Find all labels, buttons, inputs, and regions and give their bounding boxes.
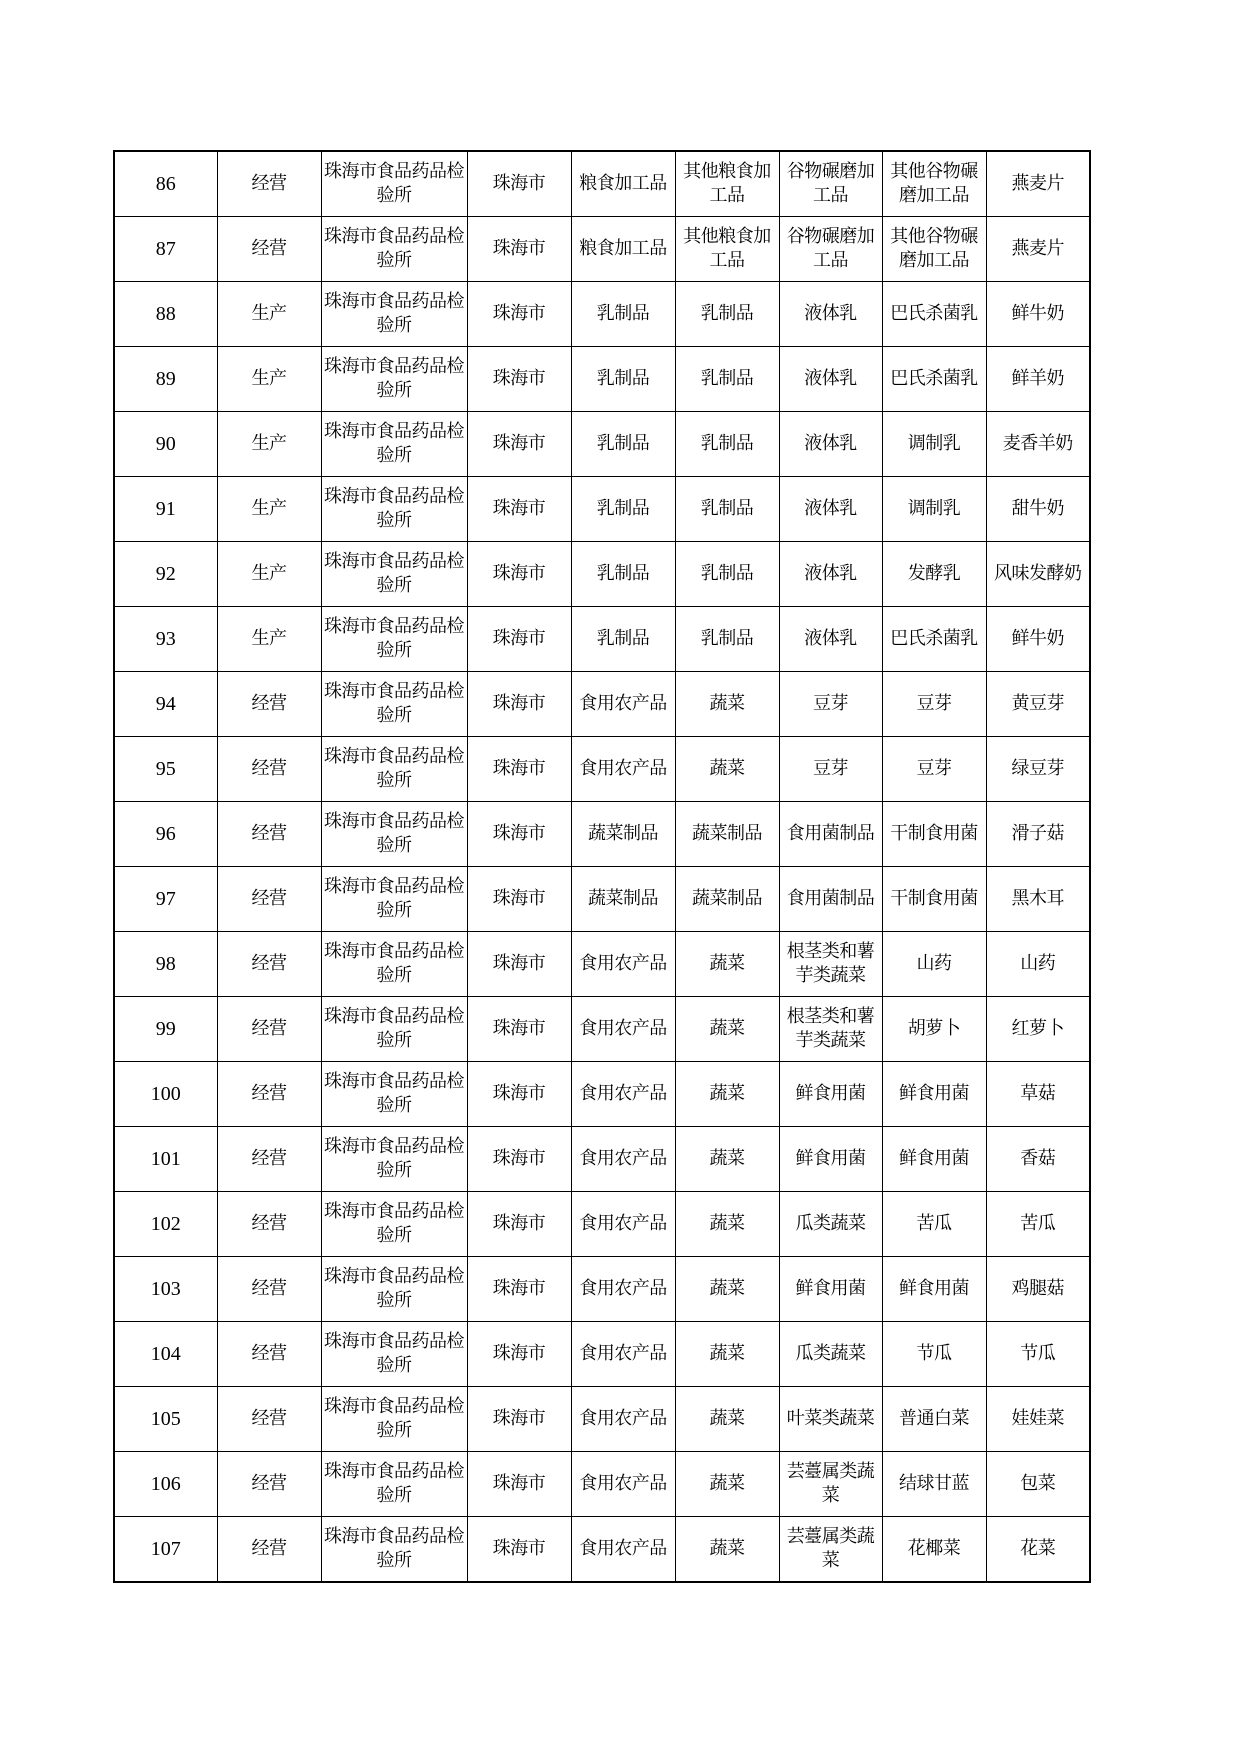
agency-cell: 珠海市食品药品检验所: [321, 347, 467, 412]
sample-name-cell: 燕麦片: [986, 217, 1090, 282]
agency-cell: 珠海市食品药品检验所: [321, 1192, 467, 1257]
category-cell: 粮食加工品: [571, 151, 675, 217]
sample-name-cell: 黑木耳: [986, 867, 1090, 932]
seq-cell: 103: [114, 1257, 217, 1322]
sample-name-cell: 娃娃菜: [986, 1387, 1090, 1452]
link-cell: 经营: [217, 932, 321, 997]
city-cell: 珠海市: [467, 867, 571, 932]
city-cell: 珠海市: [467, 542, 571, 607]
agency-cell: 珠海市食品药品检验所: [321, 1322, 467, 1387]
table-row: [114, 1387, 1090, 1452]
subtype-cell: 其他谷物碾磨加工品: [882, 151, 986, 217]
agency-cell: 珠海市食品药品检验所: [321, 867, 467, 932]
link-cell: 生产: [217, 607, 321, 672]
seq-cell: 93: [114, 607, 217, 672]
table-row: [114, 151, 1090, 217]
subtype-cell: 巴氏杀菌乳: [882, 282, 986, 347]
seq-cell: 86: [114, 151, 217, 217]
seq-cell: 97: [114, 867, 217, 932]
subcategory-cell: 蔬菜制品: [675, 802, 779, 867]
subcategory-cell: 蔬菜: [675, 932, 779, 997]
subcategory-cell: 蔬菜: [675, 1322, 779, 1387]
agency-cell: 珠海市食品药品检验所: [321, 932, 467, 997]
type-cell: 豆芽: [779, 737, 882, 802]
agency-cell: 珠海市食品药品检验所: [321, 477, 467, 542]
link-cell: 经营: [217, 997, 321, 1062]
category-cell: 食用农产品: [571, 1257, 675, 1322]
agency-cell: 珠海市食品药品检验所: [321, 737, 467, 802]
category-cell: 乳制品: [571, 282, 675, 347]
city-cell: 珠海市: [467, 1387, 571, 1452]
table-row: [114, 477, 1090, 542]
category-cell: 食用农产品: [571, 1192, 675, 1257]
type-cell: 瓜类蔬菜: [779, 1192, 882, 1257]
agency-cell: 珠海市食品药品检验所: [321, 1062, 467, 1127]
table-row: [114, 1452, 1090, 1517]
city-cell: 珠海市: [467, 151, 571, 217]
city-cell: 珠海市: [467, 1192, 571, 1257]
category-cell: 食用农产品: [571, 1517, 675, 1583]
agency-cell: 珠海市食品药品检验所: [321, 151, 467, 217]
link-cell: 经营: [217, 151, 321, 217]
city-cell: 珠海市: [467, 802, 571, 867]
sample-name-cell: 鲜牛奶: [986, 282, 1090, 347]
table-row: [114, 1322, 1090, 1387]
subtype-cell: 花椰菜: [882, 1517, 986, 1583]
table-row: [114, 1127, 1090, 1192]
subcategory-cell: 蔬菜: [675, 1127, 779, 1192]
subcategory-cell: 乳制品: [675, 347, 779, 412]
sample-name-cell: 草菇: [986, 1062, 1090, 1127]
category-cell: 蔬菜制品: [571, 802, 675, 867]
table-row: [114, 932, 1090, 997]
sample-name-cell: 花菜: [986, 1517, 1090, 1583]
subcategory-cell: 蔬菜: [675, 1192, 779, 1257]
agency-cell: 珠海市食品药品检验所: [321, 997, 467, 1062]
table-row: [114, 542, 1090, 607]
link-cell: 经营: [217, 1452, 321, 1517]
seq-cell: 94: [114, 672, 217, 737]
category-cell: 食用农产品: [571, 1322, 675, 1387]
type-cell: 谷物碾磨加工品: [779, 217, 882, 282]
subtype-cell: 苦瓜: [882, 1192, 986, 1257]
link-cell: 经营: [217, 217, 321, 282]
subcategory-cell: 蔬菜: [675, 997, 779, 1062]
subtype-cell: 鲜食用菌: [882, 1127, 986, 1192]
category-cell: 粮食加工品: [571, 217, 675, 282]
link-cell: 经营: [217, 1387, 321, 1452]
agency-cell: 珠海市食品药品检验所: [321, 1387, 467, 1452]
link-cell: 生产: [217, 347, 321, 412]
table-row: [114, 282, 1090, 347]
city-cell: 珠海市: [467, 737, 571, 802]
subcategory-cell: 乳制品: [675, 412, 779, 477]
subtype-cell: 胡萝卜: [882, 997, 986, 1062]
sample-name-cell: 苦瓜: [986, 1192, 1090, 1257]
category-cell: 乳制品: [571, 412, 675, 477]
sample-name-cell: 滑子菇: [986, 802, 1090, 867]
subcategory-cell: 乳制品: [675, 607, 779, 672]
seq-cell: 102: [114, 1192, 217, 1257]
category-cell: 蔬菜制品: [571, 867, 675, 932]
link-cell: 经营: [217, 1127, 321, 1192]
sample-name-cell: 包菜: [986, 1452, 1090, 1517]
seq-cell: 100: [114, 1062, 217, 1127]
link-cell: 生产: [217, 282, 321, 347]
agency-cell: 珠海市食品药品检验所: [321, 672, 467, 737]
agency-cell: 珠海市食品药品检验所: [321, 1452, 467, 1517]
agency-cell: 珠海市食品药品检验所: [321, 542, 467, 607]
subcategory-cell: 蔬菜: [675, 1517, 779, 1583]
subtype-cell: 鲜食用菌: [882, 1257, 986, 1322]
seq-cell: 106: [114, 1452, 217, 1517]
city-cell: 珠海市: [467, 1517, 571, 1583]
table-row: [114, 412, 1090, 477]
subcategory-cell: 乳制品: [675, 282, 779, 347]
subcategory-cell: 蔬菜: [675, 1387, 779, 1452]
table-row: [114, 1062, 1090, 1127]
seq-cell: 90: [114, 412, 217, 477]
subcategory-cell: 蔬菜: [675, 1062, 779, 1127]
table-row: [114, 1517, 1090, 1583]
link-cell: 生产: [217, 542, 321, 607]
category-cell: 食用农产品: [571, 1062, 675, 1127]
subtype-cell: 调制乳: [882, 412, 986, 477]
type-cell: 芸薹属类蔬菜: [779, 1452, 882, 1517]
type-cell: 根茎类和薯芋类蔬菜: [779, 997, 882, 1062]
category-cell: 食用农产品: [571, 737, 675, 802]
type-cell: 食用菌制品: [779, 802, 882, 867]
city-cell: 珠海市: [467, 347, 571, 412]
category-cell: 食用农产品: [571, 1387, 675, 1452]
subtype-cell: 干制食用菌: [882, 802, 986, 867]
link-cell: 生产: [217, 412, 321, 477]
data-table: [113, 150, 1091, 1583]
agency-cell: 珠海市食品药品检验所: [321, 282, 467, 347]
type-cell: 鲜食用菌: [779, 1127, 882, 1192]
table-row: [114, 347, 1090, 412]
sample-name-cell: 绿豆芽: [986, 737, 1090, 802]
city-cell: 珠海市: [467, 1127, 571, 1192]
agency-cell: 珠海市食品药品检验所: [321, 1127, 467, 1192]
sample-name-cell: 甜牛奶: [986, 477, 1090, 542]
category-cell: 乳制品: [571, 542, 675, 607]
link-cell: 生产: [217, 477, 321, 542]
seq-cell: 92: [114, 542, 217, 607]
seq-cell: 99: [114, 997, 217, 1062]
type-cell: 液体乳: [779, 347, 882, 412]
sample-name-cell: 节瓜: [986, 1322, 1090, 1387]
table-row: [114, 607, 1090, 672]
sample-name-cell: 鲜牛奶: [986, 607, 1090, 672]
seq-cell: 107: [114, 1517, 217, 1583]
subtype-cell: 调制乳: [882, 477, 986, 542]
city-cell: 珠海市: [467, 1322, 571, 1387]
subtype-cell: 干制食用菌: [882, 867, 986, 932]
category-cell: 食用农产品: [571, 1452, 675, 1517]
table-row: [114, 997, 1090, 1062]
city-cell: 珠海市: [467, 282, 571, 347]
subtype-cell: 结球甘蓝: [882, 1452, 986, 1517]
link-cell: 经营: [217, 1322, 321, 1387]
table-row: [114, 737, 1090, 802]
table-row: [114, 867, 1090, 932]
type-cell: 叶菜类蔬菜: [779, 1387, 882, 1452]
seq-cell: 89: [114, 347, 217, 412]
subcategory-cell: 蔬菜: [675, 1452, 779, 1517]
subcategory-cell: 蔬菜: [675, 1257, 779, 1322]
sample-name-cell: 麦香羊奶: [986, 412, 1090, 477]
subtype-cell: 巴氏杀菌乳: [882, 607, 986, 672]
subtype-cell: 其他谷物碾磨加工品: [882, 217, 986, 282]
city-cell: 珠海市: [467, 672, 571, 737]
sample-name-cell: 黄豆芽: [986, 672, 1090, 737]
type-cell: 食用菌制品: [779, 867, 882, 932]
link-cell: 经营: [217, 802, 321, 867]
category-cell: 乳制品: [571, 347, 675, 412]
seq-cell: 98: [114, 932, 217, 997]
sample-name-cell: 香菇: [986, 1127, 1090, 1192]
subcategory-cell: 蔬菜: [675, 737, 779, 802]
sample-name-cell: 风味发酵奶: [986, 542, 1090, 607]
sample-name-cell: 燕麦片: [986, 151, 1090, 217]
subtype-cell: 节瓜: [882, 1322, 986, 1387]
type-cell: 瓜类蔬菜: [779, 1322, 882, 1387]
subtype-cell: 豆芽: [882, 672, 986, 737]
city-cell: 珠海市: [467, 1452, 571, 1517]
type-cell: 鲜食用菌: [779, 1062, 882, 1127]
category-cell: 乳制品: [571, 477, 675, 542]
type-cell: 芸薹属类蔬菜: [779, 1517, 882, 1583]
link-cell: 经营: [217, 672, 321, 737]
city-cell: 珠海市: [467, 997, 571, 1062]
type-cell: 液体乳: [779, 607, 882, 672]
city-cell: 珠海市: [467, 607, 571, 672]
category-cell: 食用农产品: [571, 1127, 675, 1192]
seq-cell: 87: [114, 217, 217, 282]
city-cell: 珠海市: [467, 477, 571, 542]
seq-cell: 104: [114, 1322, 217, 1387]
type-cell: 鲜食用菌: [779, 1257, 882, 1322]
seq-cell: 95: [114, 737, 217, 802]
agency-cell: 珠海市食品药品检验所: [321, 1257, 467, 1322]
subtype-cell: 巴氏杀菌乳: [882, 347, 986, 412]
table-row: [114, 672, 1090, 737]
table-row: [114, 1257, 1090, 1322]
city-cell: 珠海市: [467, 932, 571, 997]
table-row: [114, 802, 1090, 867]
city-cell: 珠海市: [467, 1257, 571, 1322]
city-cell: 珠海市: [467, 217, 571, 282]
subcategory-cell: 乳制品: [675, 477, 779, 542]
type-cell: 液体乳: [779, 412, 882, 477]
seq-cell: 88: [114, 282, 217, 347]
subtype-cell: 发酵乳: [882, 542, 986, 607]
subtype-cell: 鲜食用菌: [882, 1062, 986, 1127]
category-cell: 食用农产品: [571, 672, 675, 737]
link-cell: 经营: [217, 1517, 321, 1583]
city-cell: 珠海市: [467, 412, 571, 477]
subcategory-cell: 其他粮食加工品: [675, 151, 779, 217]
sample-name-cell: 鲜羊奶: [986, 347, 1090, 412]
table-row: [114, 1192, 1090, 1257]
subcategory-cell: 蔬菜: [675, 672, 779, 737]
type-cell: 液体乳: [779, 542, 882, 607]
agency-cell: 珠海市食品药品检验所: [321, 1517, 467, 1583]
type-cell: 谷物碾磨加工品: [779, 151, 882, 217]
category-cell: 乳制品: [571, 607, 675, 672]
subtype-cell: 普通白菜: [882, 1387, 986, 1452]
link-cell: 经营: [217, 737, 321, 802]
sample-name-cell: 山药: [986, 932, 1090, 997]
link-cell: 经营: [217, 1192, 321, 1257]
link-cell: 经营: [217, 1257, 321, 1322]
table-row: [114, 217, 1090, 282]
agency-cell: 珠海市食品药品检验所: [321, 607, 467, 672]
link-cell: 经营: [217, 1062, 321, 1127]
table-body: [114, 151, 1090, 1582]
category-cell: 食用农产品: [571, 997, 675, 1062]
agency-cell: 珠海市食品药品检验所: [321, 217, 467, 282]
subtype-cell: 豆芽: [882, 737, 986, 802]
type-cell: 液体乳: [779, 477, 882, 542]
subcategory-cell: 蔬菜制品: [675, 867, 779, 932]
sample-name-cell: 红萝卜: [986, 997, 1090, 1062]
seq-cell: 91: [114, 477, 217, 542]
subtype-cell: 山药: [882, 932, 986, 997]
link-cell: 经营: [217, 867, 321, 932]
seq-cell: 101: [114, 1127, 217, 1192]
agency-cell: 珠海市食品药品检验所: [321, 412, 467, 477]
type-cell: 根茎类和薯芋类蔬菜: [779, 932, 882, 997]
type-cell: 豆芽: [779, 672, 882, 737]
category-cell: 食用农产品: [571, 932, 675, 997]
seq-cell: 105: [114, 1387, 217, 1452]
city-cell: 珠海市: [467, 1062, 571, 1127]
subcategory-cell: 乳制品: [675, 542, 779, 607]
subcategory-cell: 其他粮食加工品: [675, 217, 779, 282]
seq-cell: 96: [114, 802, 217, 867]
type-cell: 液体乳: [779, 282, 882, 347]
sample-name-cell: 鸡腿菇: [986, 1257, 1090, 1322]
agency-cell: 珠海市食品药品检验所: [321, 802, 467, 867]
